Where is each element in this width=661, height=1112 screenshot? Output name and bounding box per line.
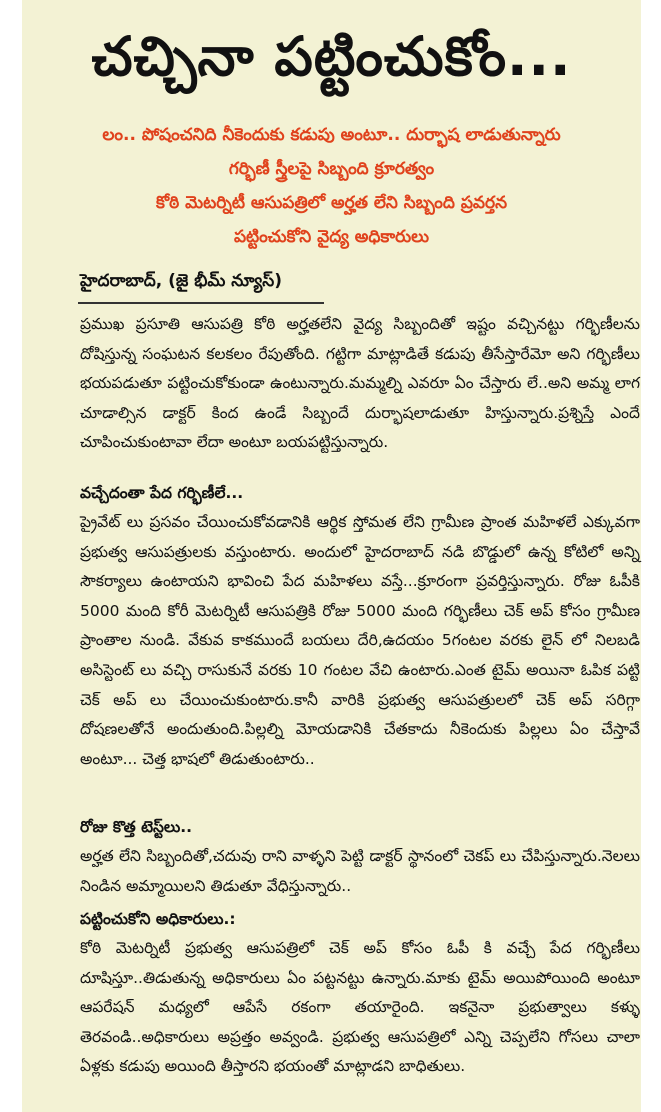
newspaper-page — [22, 0, 641, 1112]
subheading-3: కోఠి మెటర్నిటీ ఆసుపత్రిలో అర్హత లేని సిబ్బంది ప్రవర్తన — [155, 193, 508, 213]
intro-paragraph: ప్రముఖ ప్రసూతి ఆసుపత్రి కోఠి అర్హతలేని వైద్య సిబ్బందితో ఇష్టం వచ్చినట్టు గర్భిణీలను దోషిస్తున్న సంఘటన కలకలం రేపుతోంది. గట్టిగా మాట్లాడితే కడుపు తీసేస్తారేమో అని గర్భిణీలు భయపడుతూ పట్టించుకోకుండా ఉంటున్నారు.మమ్మల్ని ఎవరూ ఏం చేస్తారు లే..అని అమ్మ లాగ చూడాల్సిన డాక్టర్ కింద ఉండే సిబ్బందే దుర్భాషలాడుతూ హిస్తున్నారు.ప్రశ్నిస్తే ఎందే చూపించుకుంటావా లేదా అంటూ బయపట్టిస్తున్నారు. — [80, 315, 640, 452]
headline: చచ్చినా పట్టించుకోం... — [91, 25, 572, 88]
section-1-paragraph: ప్రైవేట్ లు ప్రసవం చేయించుకోవడానికి ఆర్థిక స్తోమత లేని గ్రామీణ ప్రాంత మహిళలే ఎక్కువగా ప్రభుత్వ ఆసుపత్రులకు వస్తుంటారు. అందులో హైదరాబాద్ నడి బొడ్డులో ఉన్న కోటిలో అన్ని సౌకర్యాలు ఉంటాయని భావించి పేద మహిళలు వస్తే...క్రూరంగా ప్రవర్తిస్తున్నారు. రోజు ఓపీకి 5000 మంది కోరీ మెటర్నిటీ ఆసుపత్రికి రోజు 5000 మంది గర్భిణీలు చెక్ అప్ కోసం గ్రామీణ ప్రాంతాల నుండి. వేకువ కాకముందే బయలు దేరి,ఉదయం 5గంటల వరకు లైన్ లో నిలబడి అసిస్టెంట్ లు వచ్చి రాసుకునే వరకు 10 గంటల వేచి ఉంటారు.ఎంత టైమ్ అయినా ఓపిక పట్టి చెక్ అప్ లు చేయించుకుంటారు.కానీ వారికి ప్రభుత్వ ఆసుపత్రులలో చెక్ అప్ సరిగ్గా దోషణలతోనే అందుతుంది.పిల్లల్ని మోయడానికి చేతకాదు నీకెందుకు పిల్లలు ఏం చేస్తావే అంటూ... చెత్త భాషలో తిడుతుంటారు.. — [80, 513, 640, 768]
section-3 — [80, 904, 640, 1082]
section-3-paragraph: కోఠి మెటర్నిటీ ప్రభుత్వ ఆసుపత్రిలో చెక్ అప్ కోసం ఓపీ కి వచ్చే పేద గర్భిణీలు దూషిస్తూ..తిడుతున్న అధికారులు ఏం పట్టనట్టు ఉన్నారు.మాకు టైమ్ అయిపోయింది అంటూ ఆపరేషన్ మధ్యలో ఆపేసే రకంగా తయారైంది. ఇకనైనా ప్రభుత్వాలు కళ్ళు తెరవండి..అధికారులు అప్రత్తం అవ్వండి. ప్రభుత్వ ఆసుపత్రిలో ఎన్ని చెప్పలేని గోసలు చాలా ఏళ్లకు కడుపు అయింది తీస్తారని భయంతో మాట్లాడని బాధితులు. — [80, 939, 640, 1076]
dateline: హైదరాబాద్, (జై భీమ్ న్యూస్) — [80, 271, 283, 291]
section-3-title: పట్టించుకోని అధికారులు.: — [80, 910, 236, 928]
intro-section — [80, 310, 640, 458]
subheading-4: పట్టించుకోని వైద్య అధికారులు — [233, 227, 430, 247]
section-2 — [80, 812, 640, 901]
subheadings — [22, 118, 641, 254]
section-1 — [80, 478, 640, 774]
dateline-rule — [78, 302, 324, 304]
subheading-1: లం.. పోషంచనిది నీకెందుకు కడుపు అంటూ.. దుర్భాష లాడుతున్నారు — [102, 125, 561, 145]
section-2-paragraph: అర్హత లేని సిబ్బందితో,చదువు రాని వాళ్ళని పెట్టి డాక్టర్ స్థానంలో చెకప్ లు చేపిస్తున్నారు.నెలలు నిండిన అమ్మాయిలని తిడుతూ వేధిస్తున్నారు.. — [80, 847, 640, 895]
section-1-title: వచ్చేదంతా పేద గర్భిణీలే... — [80, 484, 244, 502]
subheading-2: గర్భిణీ స్త్రీలపై సిబ్బంది క్రూరత్వం — [228, 159, 435, 179]
section-2-title: రోజు కొత్త టెస్ట్‌లు.. — [80, 818, 193, 836]
